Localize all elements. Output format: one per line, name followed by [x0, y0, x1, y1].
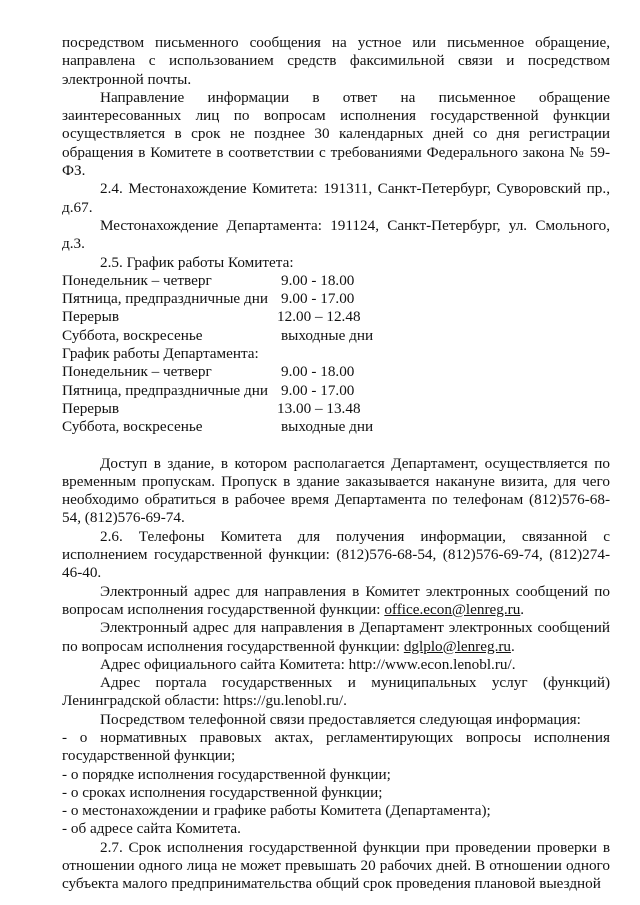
schedule-row — [62, 363, 610, 381]
schedule-time: 9.00 - 17.00 — [281, 290, 355, 308]
paragraph: Адрес официального сайта Комитета: http://www.econ.lenobl.ru/. — [100, 655, 516, 673]
schedule-row — [62, 400, 610, 418]
paragraph: Местонахождение Департамента: 191124, Санкт-Петербург, ул. Смольного, д.3. — [62, 216, 610, 253]
schedule-time: выходные дни — [281, 326, 374, 344]
paragraph: 2.7. Срок исполнения государственной функции при проведении проверки в отношении одного лица не может превышать 20 рабочих дней. В отношении одного субъекта малого предпринимательства общий срок проведения плановой выездной — [62, 838, 610, 893]
schedule-block — [62, 254, 610, 437]
paragraph: Электронный адрес для направления в Комитет электронных сообщений по вопросам исполнения государственной функции: office.econ@lenreg.ru. — [62, 582, 610, 618]
schedule-day: Понедельник – четверг — [62, 363, 212, 381]
committee-email-link[interactable]: office.econ@lenreg.ru — [384, 600, 521, 618]
list-item: - о нормативных правовых актах, регламентирующих вопросы исполнения государственной функции; — [62, 728, 610, 765]
schedule-day: Суббота, воскресенье — [62, 418, 203, 436]
paragraph-text: Электронный адрес для направления в Комитет электронных сообщений по вопросам исполнения государственной функции: — [62, 582, 610, 618]
schedule-time: 9.00 - 18.00 — [281, 363, 355, 381]
paragraph: Адрес портала государственных и муниципальных услуг (функций) Ленинградской области: https://gu.lenobl.ru/. — [62, 674, 610, 710]
department-email-link[interactable]: dglplo@lenreg.ru — [403, 637, 512, 655]
schedule-row — [62, 418, 610, 436]
schedule-row — [62, 290, 610, 308]
paragraph: 2.4. Местонахождение Комитета: 191311, Санкт-Петербург, Суворовский пр., д.67. — [62, 180, 610, 216]
schedule-time: 9.00 - 17.00 — [281, 381, 355, 399]
list-item: - о местонахождении и графике работы Комитета (Департамента); — [62, 802, 491, 820]
schedule-day: Пятница, предпраздничные дни — [62, 381, 268, 399]
schedule-time: выходные дни — [281, 418, 374, 436]
paragraph-text: Электронный адрес для направления в Департамент электронных сообщений по вопросам исполнения государственной функции: — [62, 619, 610, 655]
schedule-time: 12.00 – 12.48 — [277, 308, 361, 326]
document-page — [62, 34, 610, 894]
paragraph: 2.6. Телефоны Комитета для получения информации, связанной с исполнением государственной функции: (812)576-68-54, (812)576-69-74, (812)274-46-40. — [62, 527, 610, 582]
schedule-day: Суббота, воскресенье — [62, 326, 203, 344]
schedule-time: 9.00 - 18.00 — [281, 271, 355, 289]
schedule-department-title: График работы Департамента: — [62, 345, 259, 363]
paragraph: Электронный адрес для направления в Департамент электронных сообщений по вопросам исполнения государственной функции: dglplo@lenreg.ru. — [62, 619, 610, 655]
schedule-row — [62, 327, 610, 345]
schedule-row — [62, 382, 610, 400]
schedule-day: Понедельник – четверг — [62, 271, 212, 289]
schedule-day: Перерыв — [62, 308, 120, 326]
paragraph: Доступ в здание, в котором располагается Департамент, осуществляется по временным пропускам. Пропуск в здание заказывается накануне визита, для чего необходимо обратиться в рабочее время Департамента по телефонам (812)576-68-54, (812)576-69-74. — [62, 454, 610, 527]
schedule-day: Пятница, предпраздничные дни — [62, 290, 268, 308]
paragraph: посредством письменного сообщения на устное или письменное обращение, направлена с использованием средств факсимильной связи и посредством электронной почты. — [62, 34, 610, 88]
schedule-row — [62, 272, 610, 290]
schedule-day: Перерыв — [62, 399, 120, 417]
list-item: - о порядке исполнения государственной функции; — [62, 765, 391, 783]
blank-line — [62, 437, 610, 455]
list-item: - об адресе сайта Комитета. — [62, 820, 241, 838]
schedule-time: 13.00 – 13.48 — [277, 399, 361, 417]
list-item: - о сроках исполнения государственной функции; — [62, 783, 383, 801]
paragraph: Направление информации в ответ на письменное обращение заинтересованных лиц по вопросам исполнения государственной функции осуществляется в срок не позднее 30 календарных дней со дня регистрации обращения в Комитете в соответствии с требованиями Федерального закона № 59-ФЗ. — [62, 88, 610, 180]
schedule-committee-title: 2.5. График работы Комитета: — [100, 253, 294, 271]
schedule-row — [62, 308, 610, 326]
paragraph: Посредством телефонной связи предоставляется следующая информация: — [100, 710, 581, 728]
